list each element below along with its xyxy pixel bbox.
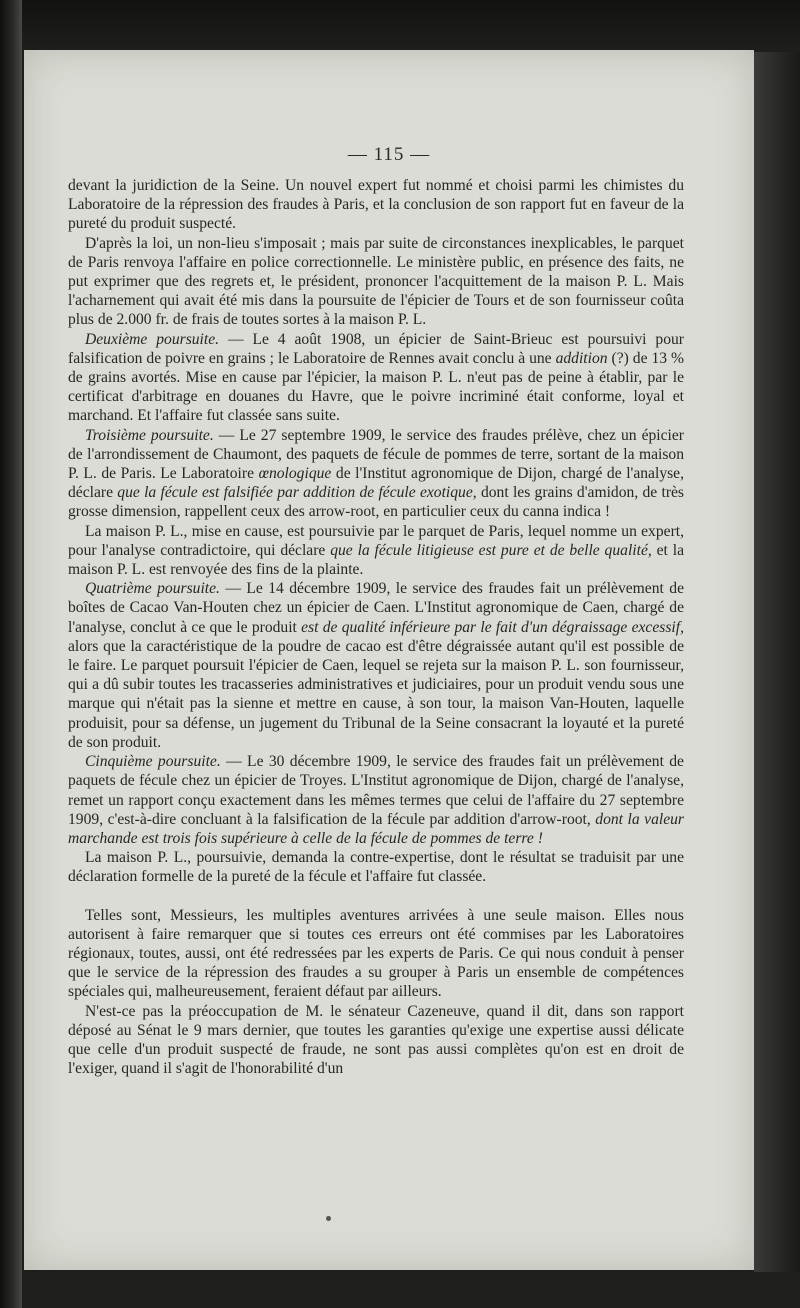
paragraph (68, 906, 684, 1002)
italic-text: que la fécule est falsifiée par addition de fécule exotique, (117, 484, 477, 502)
text-run: — Le 14 décembre 1909, le service des fraudes fait un prélèvement de boîtes de Cacao Van-Houten chez un épicier de Caen. L'Institut agronomique de Caen, chargé de l'analyse, conclut à ce que le produit (68, 580, 684, 636)
text-run: — Le 30 décembre 1909, le service des fraudes fait un prélèvement de paquets de fécule chez un épicier de Troyes. L'Institut agronomique de Dijon, chargé de l'analyse, remet un rapport conçu exactement dans les mêmes termes que celui de l'affaire du 27 septembre 1909, c'est-à-dire concluant à la falsification de la fécule par addition d'arrow-root, (68, 753, 684, 828)
body-text (68, 176, 684, 1078)
italic-text: Cinquième poursuite. (85, 753, 221, 771)
text-run: D'après la loi, un non-lieu s'imposait ; mais par suite de circonstances inexplicables, le parquet de Paris renvoya l'affaire en police correctionnelle. Le ministère public, en présence des faits, ne put exprimer que des regrets et, le président, prononcer l'acquittement de la maison P. L. Mais l'acharnement qui avait été mis dans la poursuite de l'épicier de Tours et de son fournisseur coûta plus de 2.000 fr. de frais de toutes sortes à la maison P. L. (68, 234, 684, 329)
paragraph (68, 234, 684, 330)
text-run: et la maison P. L. est renvoyée des fins de la plainte. (68, 541, 685, 579)
text-run: devant la juridiction de la Seine. Un nouvel expert fut nommé et choisi parmi les chimistes du Laboratoire de la répression des fraudes à Paris, et la conclusion de son rapport fut en faveur de la pureté du produit suspecté. (68, 177, 684, 233)
text-run: — Le 27 septembre 1909, le service des fraudes prélève, chez un épicier de l'arrondissement de Chaumont, des paquets de fécule de pommes de terre, sortant de la maison P. L. de Paris. Le Laboratoire (68, 426, 684, 483)
italic-text: est de qualité inférieure par le fait d'un dégraissage excessif, (301, 618, 684, 636)
italic-text: Deuxième poursuite. (85, 330, 220, 348)
italic-text: œnologique (258, 465, 332, 483)
binding-shadow-left (0, 0, 22, 1308)
paragraph (68, 522, 684, 580)
text-run: (?) de 13 % de grains avortés. Mise en cause par l'épicier, la maison P. L. n'eut pas de peine à établir, par le certificat d'arbitrage en douanes du Havre, que le poivre incriminé était conforme, loyal et marchand. Et l'affaire fut classée sans suite. (68, 349, 684, 425)
italic-text: que la fécule litigieuse est pure et de belle qualité, (330, 541, 652, 559)
text-run: de l'Institut agronomique de Dijon, chargé de l'analyse, déclare (68, 465, 684, 502)
paragraph (68, 752, 684, 848)
text-run: — Le 4 août 1908, un épicier de Saint-Brieuc est poursuivi pour falsification de poivre en grains ; le Laboratoire de Rennes avait conclu à une (68, 330, 684, 367)
text-run: La maison P. L., poursuivie, demanda la contre-expertise, dont le résultat se traduisit par une déclaration formelle de la pureté de la fécule et l'affaire fut classée. (68, 849, 684, 886)
text-run: Telles sont, Messieurs, les multiples aventures arrivées à une seule maison. Elles nous autorisent à faire remarquer que si toutes ces erreurs ont été commises par les Laboratoires régionaux, toutes, aussi, ont été redressées par les experts de Paris. Ce qui nous conduit à penser que le service de la répression des fraudes a su grouper à Paris un ensemble de compétences spéciales qui, malheureusement, feraient défaut par ailleurs. (68, 906, 684, 1001)
text-run: N'est-ce pas la préoccupation de M. le sénateur Cazeneuve, quand il dit, dans son rapport déposé au Sénat le 9 mars dernier, que toutes les garanties qu'exige une expertise aussi délicate que celle d'un produit suspecté de fraude, ne sont pas aussi complètes qu'on est en droit de l'exiger, quand il s'agit de l'honorabilité d'un (68, 1002, 684, 1078)
document-page (24, 50, 754, 1270)
paragraph (68, 176, 684, 234)
binding-shadow-top (0, 0, 800, 50)
page-number: — 115 — (347, 144, 431, 165)
ink-dot (326, 1216, 331, 1221)
italic-text: dont la valeur marchande est trois fois supérieure à celle de la fécule de pommes de terre ! (68, 810, 684, 847)
paragraph (68, 426, 684, 522)
paragraph (68, 579, 684, 752)
text-run: alors que la caractéristique de la poudre de cacao est d'être dégraissée autant qu'il est possible de le faire. Le parquet poursuit l'épicier de Caen, lequel se rejeta sur la maison P. L. son fournisseur, qui a dû subir toutes les tracasseries administratives et judiciaires, pour un produit vendu sous une marque qui n'était pas la sienne et mettre en cause, à son tour, la maison Van-Houten, laquelle produisit, pour sa défense, un jugement du Tribunal de la Seine consacrant la loyauté et la pureté de son produit. (68, 637, 684, 751)
text-run: dont les grains d'amidon, de très grosse dimension, rappellent ceux des arrow-root, en particulier ceux du canna indica ! (68, 484, 685, 521)
text-run: La maison P. L., mise en cause, est poursuivie par le parquet de Paris, lequel nomme un expert, pour l'analyse contradictoire, qui déclare (68, 522, 684, 559)
italic-text: addition (555, 349, 608, 367)
italic-text: Quatrième poursuite. (85, 580, 220, 598)
italic-text: Troisième poursuite. (85, 426, 214, 444)
paragraph (68, 1002, 684, 1079)
paragraph (68, 330, 684, 426)
paragraph (68, 848, 684, 886)
page-edge-right (754, 52, 800, 1272)
